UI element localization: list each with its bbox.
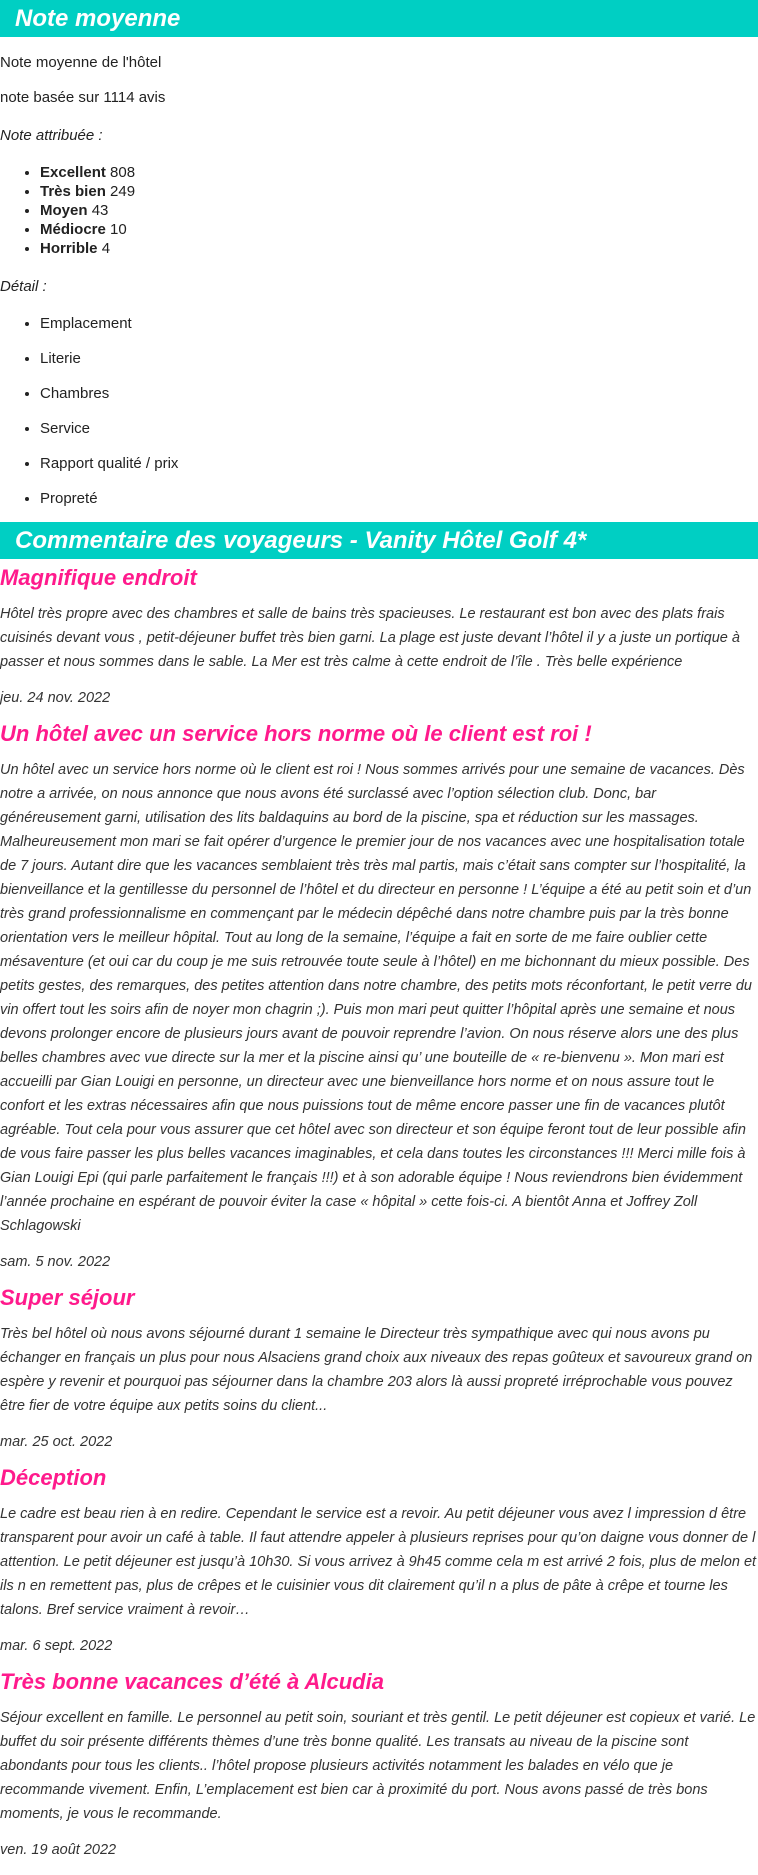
rating-section-header: Note moyenne xyxy=(0,0,758,37)
review-text: Un hôtel avec un service hors norme où le client est roi ! Nous sommes arrivés pour une semaine de vacances. Dès notre a arrivée, on nous annonce que nous avons été surclassé avec l’option sélection club. Donc, bar généreusement garni, utilisation des lits baldaquins au bord de la piscine, spa et réduction sur les massages. Malheureusement mon mari se fait opérer d’urgence le premier jour de nos vacances avec une hospitalisation totale de 7 jours. Autant dire que les vacances semblaient très très mal partis, mais c’était sans compter sur l’hospitalité, la bienveillance et la gentillesse du personnel de l’hôtel et du directeur en personne ! L’équipe a été au petit soin et d’un très grand professionnalisme en commençant par le médecin dépêché dans notre chambre puis par la très bonne orientation vers le meilleur hôpital. Tout au long de la semaine, l’équipe a fait en sorte de me faire oublier cette mésaventure (et oui car du coup je me suis retrouvée toute seule à l’hôtel) en me bichonnant du mieux possible. Des petits gestes, des remarques, des petites attention dans notre chambre, des petits mots réconfortant, le petit verre du vin offert tout les soirs afin de noyer mon chagrin ;). Puis mon mari peut quitter l’hôpital après une semaine et nous devons prolonger encore de plusieurs jours avant de pouvoir reprendre l’avion. On nous réserve alors une des plus belles chambres avec vue directe sur la mer et la piscine ainsi qu’ une bouteille de « re-bienvenu ». Mon mari est accueilli par Gian Louigi en personne, un directeur avec une bienveillance hors norme et on nous assure tout le confort et les extras nécessaires afin que nous puissions tout de même encore passer une fin de vacances plutôt agréable. Tout cela pour vous assurer que cet hôtel avec son directeur et son équipe feront tout de leur possible afin de vous faire passer les plus belles vacances imaginables, et cela dans toutes les circonstances !!! Merci mille fois à Gian Louigi Epi (qui parle parfaitement le français !!!) et à son adorable équipe ! Nous reviendrons bien évidemment l’année prochaine en espérant de pouvoir éviter la case « hôpital » cette fois-ci. A bientôt Anna et Joffrey Zoll Schlagowski xyxy=(0,762,752,1234)
rating-count-item: • Excellent 808 xyxy=(40,163,758,182)
review-date: ven. 19 août 2022 xyxy=(0,1842,117,1858)
rating-counts-list xyxy=(0,163,758,258)
detail-item-proprete: • Propreté xyxy=(40,489,758,524)
rating-count-item: • Très bien 249 xyxy=(40,182,758,201)
average-rating-label: Note moyenne de l'hôtel xyxy=(0,54,162,71)
detail-item-chambres: • Chambres xyxy=(40,384,758,419)
review xyxy=(0,564,758,708)
review-text: Hôtel très propre avec des chambres et salle de bains très spacieuses. Le restaurant est bon avec des plats frais cuisinés devant vous , petit-déjeuner buffet très bien garni. La plage est juste devant l’hôtel il y a juste un portique à passer et nous sommes dans le sable. La Mer est très calme à cette endroit de l’île . Très belle expérience xyxy=(0,606,740,670)
detail-item-service: • Service xyxy=(40,419,758,454)
detail-item-rapport-qualite-prix: • Rapport qualité / prix xyxy=(40,454,758,489)
review-date: mar. 6 sept. 2022 xyxy=(0,1638,113,1654)
assigned-rating-label: Note attribuée : xyxy=(0,127,103,144)
rating-count-item: • Médiocre 10 xyxy=(40,220,758,239)
rating-count-item: • Moyen 43 xyxy=(40,201,758,220)
review-date: mar. 25 oct. 2022 xyxy=(0,1434,113,1450)
detail-item-emplacement: • Emplacement xyxy=(40,314,758,349)
review-count: note basée sur 1114 avis xyxy=(0,89,166,106)
detail-label: Détail : xyxy=(0,278,47,295)
review xyxy=(0,1284,758,1452)
review xyxy=(0,720,758,1272)
review-date: sam. 5 nov. 2022 xyxy=(0,1254,111,1270)
detail-item-literie: • Literie xyxy=(40,349,758,384)
review-date: jeu. 24 nov. 2022 xyxy=(0,690,111,706)
review-text: Le cadre est beau rien à en redire. Cependant le service est a revoir. Au petit déjeuner vous avez l impression d être transparent pour avoir un café à table. Il faut attendre appeler à plusieurs reprises pour qu’on daigne vous donner de l attention. Le petit déjeuner est jusqu’à 10h30. Si vous arrivez à 9h45 comme cela m est arrivé 2 fois, plus de melon et ils n en remettent pas, plus de crêpes et le cuisinier vous dit clairement qu’il n a plus de pâte à crêpe et tourne les talons. Bref service vraiment à revoir… xyxy=(0,1506,757,1618)
detail-list xyxy=(0,314,758,524)
reviews-section-header: Commentaire des voyageurs - Vanity Hôtel Golf 4* xyxy=(0,522,758,559)
rating-count-item: • Horrible 4 xyxy=(40,239,758,258)
review-text: Très bel hôtel où nous avons séjourné durant 1 semaine le Directeur très sympathique avec qui nous avons pu échanger en français un plus pour nous Alsaciens grand choix aux niveaux des repas goûteux et savoureux grand on espère y revenir et pourquoi pas séjourner dans la chambre 203 alors là aussi propreté irréprochable vous pouvez être fier de votre équipe aux petits soins du client... xyxy=(0,1326,753,1414)
review-title: Très bonne vacances d’été à Alcudia xyxy=(0,1669,384,1694)
review xyxy=(0,1668,758,1860)
review-title: Magnifique endroit xyxy=(0,565,197,590)
review-title: Un hôtel avec un service hors norme où le client est roi ! xyxy=(0,721,592,746)
review-title: Déception xyxy=(0,1465,107,1490)
review-text: Séjour excellent en famille. Le personnel au petit soin, souriant et très gentil. Le petit déjeuner est copieux et varié. Le buffet du soir présente différents thèmes d’une très bonne qualité. Les transats au niveau de la piscine sont abondants pour tous les clients.. l’hôtel propose plusieurs activités notamment les balades en vélo que je recommande vivement. Enfin, L’emplacement est bien car à proximité du port. Nous avons passé de très bons moments, je vous le recommande. xyxy=(0,1710,756,1822)
review xyxy=(0,1464,758,1656)
review-title: Super séjour xyxy=(0,1285,135,1310)
